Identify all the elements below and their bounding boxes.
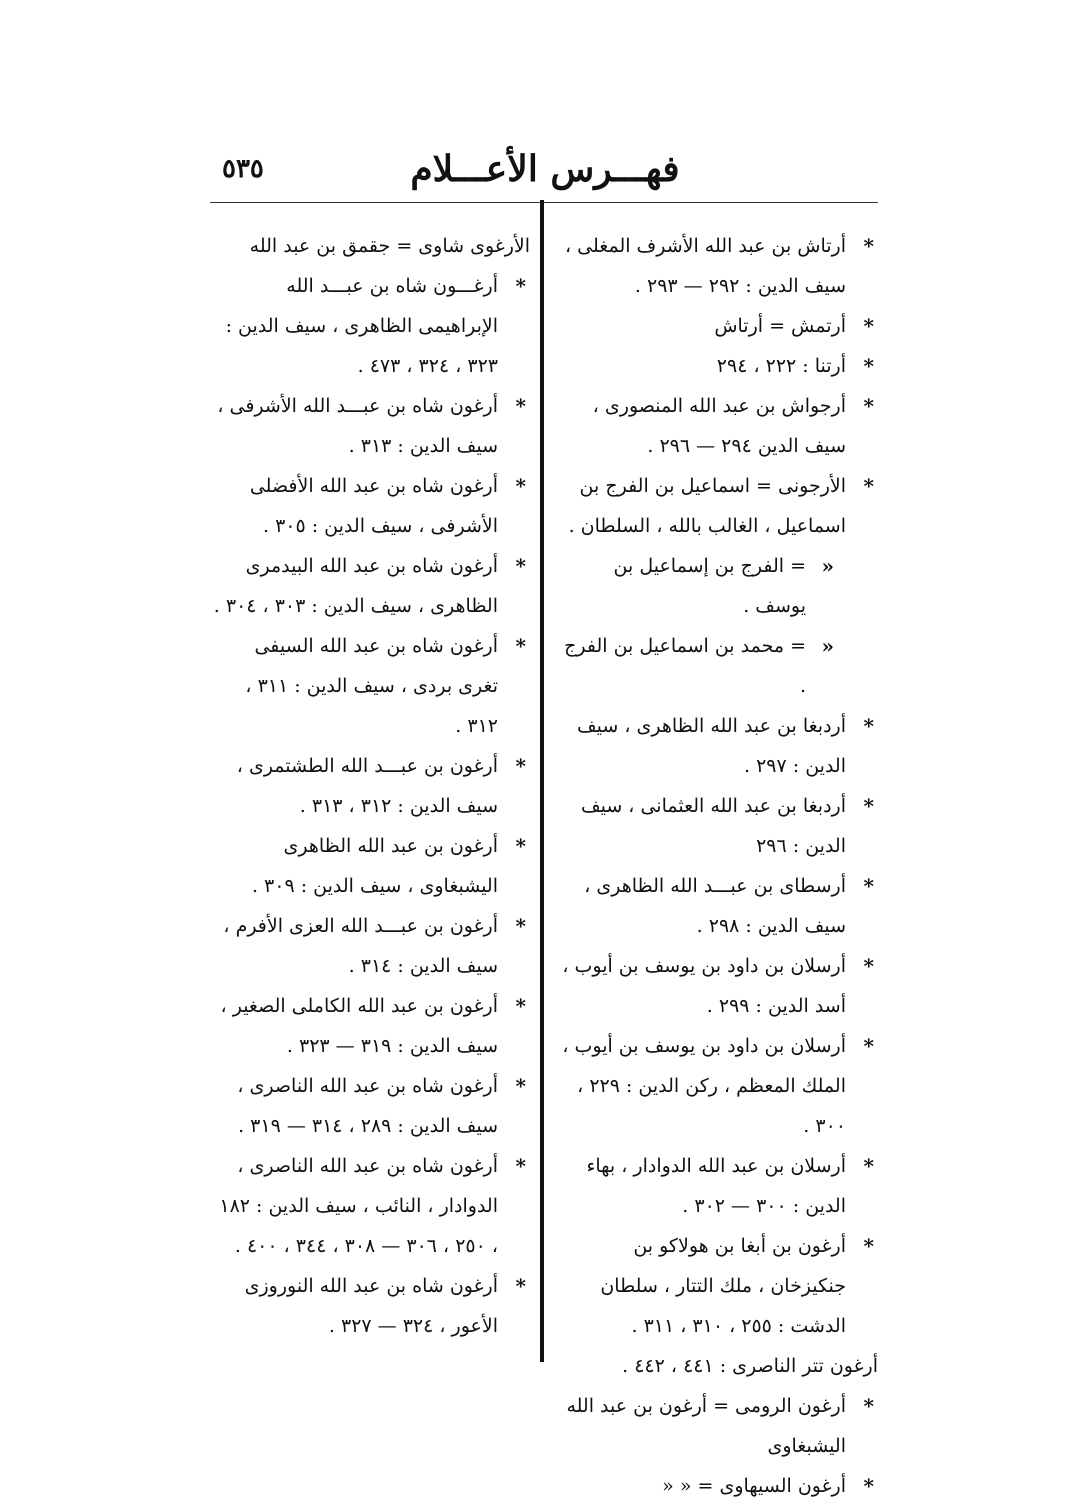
index-entry: [212, 986, 530, 1066]
index-entry: [560, 706, 878, 786]
entry-text: أرتنا : ٢٢٢ ، ٢٩٤: [716, 355, 846, 377]
index-entry: [560, 626, 878, 706]
entry-text: أرسطاى بن عبـــد الله الظاهرى ، سيف الدين : ٢٩٨ .: [584, 875, 846, 937]
entry-text: الأرغوى شاوى = جقمق بن عبد الله: [249, 235, 530, 257]
index-entry: [560, 946, 878, 1026]
entry-marker: *: [515, 554, 526, 578]
entry-text: أرغون الرومى = أرغون بن عبد الله اليشبغاوى: [566, 1395, 846, 1457]
entry-text: أرغون تتر الناصرى : ٤٤١ ، ٤٤٢ .: [622, 1355, 878, 1377]
entry-text: أرتاش بن عبد الله الأشرف المغلى ، سيف الدين : ٢٩٢ — ٢٩٣ .: [565, 235, 846, 297]
entry-text: أردبغا بن عبد الله الظاهرى ، سيف الدين : ٢٩٧ .: [576, 715, 846, 777]
entry-marker: *: [863, 874, 874, 898]
index-entry: [212, 1266, 530, 1346]
index-entry: [560, 346, 878, 386]
entry-text: = الفرج بن إسماعيل بن يوسف .: [613, 555, 806, 617]
entry-text: أرغون السيهاوى = « «: [662, 1475, 846, 1497]
entry-marker: *: [515, 994, 526, 1018]
index-entry: [212, 266, 530, 386]
entry-marker: *: [515, 274, 526, 298]
entry-marker: *: [515, 914, 526, 938]
entry-marker: *: [863, 954, 874, 978]
index-entry: [212, 746, 530, 826]
entry-marker: *: [863, 474, 874, 498]
entry-marker: *: [515, 1154, 526, 1178]
entry-marker: *: [863, 1234, 874, 1258]
column-divider: [540, 200, 544, 1362]
index-entry: [560, 1146, 878, 1226]
index-entry: [560, 786, 878, 866]
entry-marker: *: [863, 1034, 874, 1058]
entry-marker: *: [863, 1154, 874, 1178]
entry-marker: *: [863, 1394, 874, 1418]
index-entry: [212, 1146, 530, 1266]
entry-text: أردبغا بن عبد الله العثمانى ، سيف الدين : ٢٩٦: [580, 795, 846, 857]
index-entry: [560, 386, 878, 466]
entry-marker: *: [515, 1074, 526, 1098]
index-entry: [212, 906, 530, 986]
entry-text: أرسلان بن داود بن يوسف بن أيوب ، أسد الدين : ٢٩٩ .: [562, 955, 846, 1017]
entry-marker: *: [515, 394, 526, 418]
entry-text: أرغون شاه بن عبد الله النوروزى الأعور ، ٣٢٤ — ٣٢٧ .: [244, 1275, 498, 1337]
entry-text: أرغون شاه بن عبـــد الله الأشرفى ، سيف الدين : ٣١٣ .: [217, 395, 498, 457]
entry-text: أرغون بن أبغا بن هولاكو بن جنكيزخان ، ملك التتار ، سلطان الدشت : ٢٥٥ ، ٣١٠ ، ٣١١ .: [600, 1235, 846, 1337]
entry-text: أرغون شاه بن عبد الله البيدمرى الظاهرى ، سيف الدين : ٣٠٣ ، ٣٠٤ .: [213, 555, 498, 617]
entry-text: أرغون بن عبـــد الله الطشتمرى ، سيف الدين : ٣١٢ ، ٣١٣ .: [236, 755, 498, 817]
entry-marker: «: [821, 554, 834, 578]
entry-marker: «: [821, 634, 834, 658]
entry-marker: *: [863, 794, 874, 818]
index-entry: [212, 386, 530, 466]
entry-marker: *: [863, 1474, 874, 1498]
entry-text: أرغون بن عبـــد الله العزى الأفرم ، سيف الدين : ٣١٤ .: [223, 915, 498, 977]
entry-text: أرغون شاه بن عبد الله الناصرى ، سيف الدين : ٢٨٩ ، ٣١٤ — ٣١٩ .: [237, 1075, 498, 1137]
index-entry: [212, 546, 530, 626]
index-entry: [560, 226, 878, 306]
entry-marker: *: [863, 314, 874, 338]
index-entry: [560, 866, 878, 946]
entry-text: الأرجونى = اسماعيل بن الفرج بن اسماعيل ، الغالب بالله ، السلطان .: [568, 475, 846, 537]
entry-text: أرغون شاه بن عبد الله الأفضلى الأشرفى ، سيف الدين : ٣٠٥ .: [249, 475, 498, 537]
entry-text: أرغون شاه بن عبد الله الناصرى ، الدوادار ، النائب ، سيف الدين : ١٨٢ ، ٢٥٠ ، ٣٠٦ — ٣٠٨ ، ٣٤٤ ، ٤٠٠ .: [219, 1155, 498, 1257]
entry-marker: *: [515, 1274, 526, 1298]
header-rule: [210, 202, 878, 203]
entry-marker: *: [515, 754, 526, 778]
entry-text: أرغون بن عبد الله الظاهرى اليشبغاوى ، سيف الدين : ٣٠٩ .: [251, 835, 498, 897]
index-entry: [560, 1386, 878, 1466]
index-entry: [212, 826, 530, 906]
index-entry: [560, 546, 878, 626]
entry-marker: *: [515, 834, 526, 858]
entry-text: أرتمش = أرتاش: [714, 315, 846, 337]
entry-text: أرسلان بن داود بن يوسف بن أيوب ، الملك المعظم ، ركن الدين : ٢٢٩ ، ٣٠٠ .: [562, 1035, 846, 1137]
entry-marker: *: [863, 234, 874, 258]
index-entry: [212, 226, 530, 266]
index-entry: [212, 626, 530, 746]
entry-text: = محمد بن اسماعيل بن الفرج .: [564, 635, 806, 697]
entry-marker: *: [863, 394, 874, 418]
index-column-left: [212, 226, 530, 1346]
page-title: فهـــرس الأعـــلام: [410, 148, 680, 190]
index-entry: [560, 306, 878, 346]
index-entry: [560, 1026, 878, 1146]
index-entry: [560, 1226, 878, 1346]
entry-text: أرجواش بن عبد الله المنصورى ، سيف الدين ٢٩٤ — ٢٩٦ .: [592, 395, 846, 457]
entry-marker: *: [863, 354, 874, 378]
entry-marker: *: [515, 634, 526, 658]
index-entry: [212, 466, 530, 546]
entry-marker: *: [863, 714, 874, 738]
entry-text: أرغون شاه بن عبد الله السيفى تغرى بردى ، سيف الدين : ٣١١ ، ٣١٢ .: [245, 635, 498, 737]
index-entry: [560, 1346, 878, 1386]
index-entry: [212, 1066, 530, 1146]
entry-marker: *: [515, 474, 526, 498]
index-column-right: [560, 226, 878, 1506]
page-number: ٥٣٥: [222, 154, 264, 184]
index-entry: [560, 1466, 878, 1506]
entry-text: أرسلان بن عبد الله الدوادار ، بهاء الدين : ٣٠٠ — ٣٠٢ .: [586, 1155, 846, 1217]
index-entry: [560, 466, 878, 546]
entry-text: أرغون بن عبد الله الكاملى الصغير ، سيف الدين : ٣١٩ — ٣٢٣ .: [220, 995, 498, 1057]
entry-text: أرغـــون شاه بن عبـــد الله الإبراهيمى الظاهرى ، سيف الدين : ٣٢٣ ، ٣٢٤ ، ٤٧٣ .: [225, 275, 498, 377]
